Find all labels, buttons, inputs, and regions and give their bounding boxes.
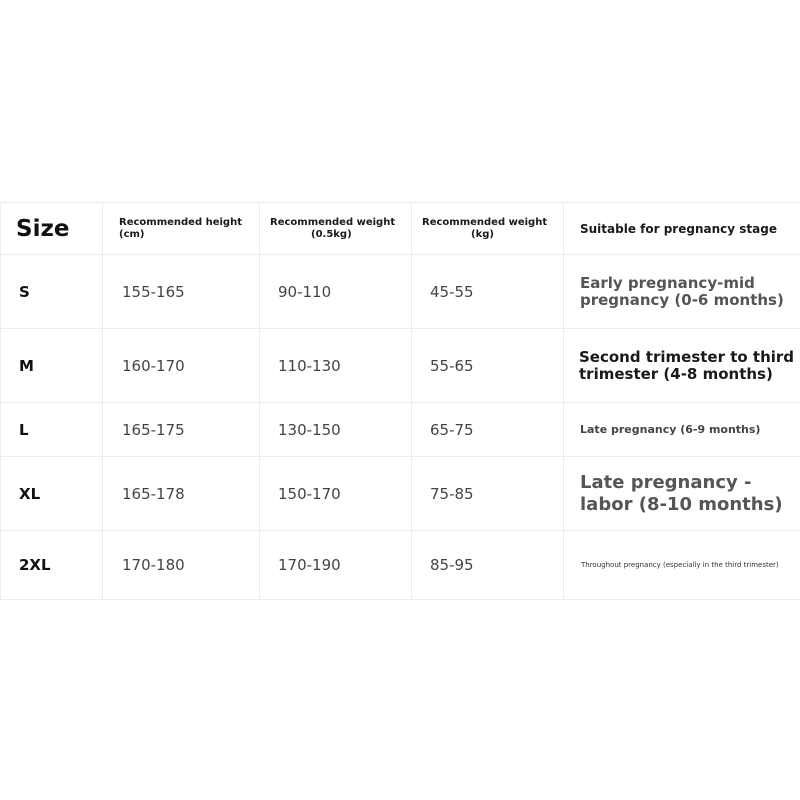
size-cell: XL: [1, 457, 103, 531]
weight-half-kg-cell: 170-190: [260, 531, 412, 600]
weight-half-kg-cell: 110-130: [260, 329, 412, 403]
header-size: Size: [1, 203, 103, 255]
table-row: [1, 531, 800, 600]
size-table: [0, 202, 800, 600]
size-chart: [0, 202, 800, 600]
size-cell: 2XL: [1, 531, 103, 600]
header-weight-kg-line1: Recommended weight: [422, 216, 548, 228]
header-weight-half-kg-line2: (0.5kg): [311, 228, 352, 240]
weight-kg-cell: 55-65: [412, 329, 564, 403]
weight-kg-cell: 65-75: [412, 403, 564, 457]
header-stage: Suitable for pregnancy stage: [564, 203, 800, 255]
height-cell: 170-180: [103, 531, 260, 600]
header-height-line2: (cm): [119, 228, 145, 240]
stage-cell: Late pregnancy (6-9 months): [564, 403, 800, 457]
header-weight-kg-line2: (kg): [471, 228, 494, 240]
stage-cell: Throughout pregnancy (especially in the third trimester): [564, 531, 800, 600]
table-row: [1, 403, 800, 457]
header-weight-half-kg: [260, 203, 412, 255]
height-cell: 155-165: [103, 255, 260, 329]
size-cell: L: [1, 403, 103, 457]
header-weight-half-kg-line1: Recommended weight: [270, 216, 396, 228]
table-row: [1, 457, 800, 531]
height-cell: 165-175: [103, 403, 260, 457]
header-weight-kg: [412, 203, 564, 255]
weight-half-kg-cell: 130-150: [260, 403, 412, 457]
weight-kg-cell: 85-95: [412, 531, 564, 600]
table-row: [1, 329, 800, 403]
height-cell: 165-178: [103, 457, 260, 531]
weight-kg-cell: 75-85: [412, 457, 564, 531]
weight-half-kg-cell: 150-170: [260, 457, 412, 531]
stage-cell: Second trimester to third trimester (4-8 months): [564, 329, 800, 403]
table-header-row: [1, 203, 800, 255]
header-height: [103, 203, 260, 255]
height-cell: 160-170: [103, 329, 260, 403]
size-cell: S: [1, 255, 103, 329]
weight-kg-cell: 45-55: [412, 255, 564, 329]
header-height-line1: Recommended height: [119, 216, 242, 228]
table-row: [1, 255, 800, 329]
weight-half-kg-cell: 90-110: [260, 255, 412, 329]
stage-cell: Late pregnancy - labor (8-10 months): [564, 457, 800, 531]
stage-cell: Early pregnancy-mid pregnancy (0-6 months): [564, 255, 800, 329]
size-cell: M: [1, 329, 103, 403]
